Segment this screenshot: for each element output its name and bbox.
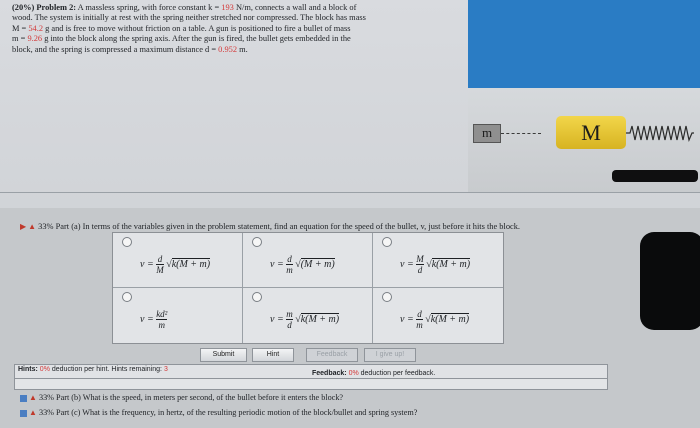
submit-button[interactable]: Submit [200, 348, 247, 362]
equation-lhs: v = [140, 313, 157, 325]
equation-lhs: v = [270, 313, 287, 325]
equation-radicand: k(M + m) [300, 313, 340, 325]
problem-text: wood. The system is initially at rest with the spring neither stretched nor compressed. The block has mass [12, 13, 366, 23]
part-b-header[interactable] [20, 393, 343, 402]
option-equation [270, 254, 335, 275]
hints-percent: 0% [39, 366, 50, 373]
part-b-question: What is the speed, in meters per second, of the bullet before it enters the block? [82, 393, 344, 402]
equation-lhs: v = [140, 258, 157, 270]
option-radio[interactable] [382, 292, 392, 302]
part-a-header [20, 222, 520, 231]
sqrt-icon: √ [423, 258, 432, 270]
sqrt-icon: √ [292, 258, 301, 270]
problem-text: M = [12, 23, 29, 33]
sqrt-icon: √ [292, 313, 301, 325]
hint-button[interactable]: Hint [252, 348, 294, 362]
equation-numerator: d [417, 309, 422, 319]
equation-lhs: v = [270, 258, 287, 270]
bullet-path [501, 133, 541, 134]
equation-numerator: d [157, 254, 163, 264]
equation-denominator: m [158, 320, 166, 330]
equation-denominator: m [286, 265, 293, 275]
part-a-label: Part (a) [55, 222, 81, 231]
problem-text: m. [237, 44, 248, 54]
feedback-button[interactable]: Feedback [306, 348, 358, 362]
equation-denominator: M [156, 265, 164, 275]
spring-icon [626, 123, 694, 143]
problem-title: (20%) Problem 2: [12, 3, 77, 12]
problem-text: A massless spring, with force constant k = [76, 3, 222, 12]
equation-denominator: d [287, 320, 292, 330]
sqrt-icon: √ [422, 313, 431, 325]
part-c-label: Part (c) [56, 408, 81, 417]
equation-lhs: v = [400, 258, 417, 270]
wood-block: M [556, 116, 626, 149]
problem-text: N/m, connects a wall and a block of [233, 3, 357, 12]
equation-radicand: k(M + m) [430, 313, 470, 325]
bullet-block: m [473, 124, 501, 143]
hints-remaining[interactable]: 3 [163, 366, 168, 373]
equation-denominator: m [416, 320, 423, 330]
option-radio[interactable] [252, 292, 262, 302]
problem-figure [468, 0, 700, 192]
part-b-label: Part (b) [56, 393, 81, 402]
feedback-percent: 0% [348, 370, 359, 377]
part-b-percent: 33% [38, 393, 54, 402]
equation-numerator: kd² [156, 309, 168, 319]
feedback-description: deduction per feedback. [358, 370, 436, 377]
wall [612, 170, 698, 182]
part-a-question: In terms of the variables given in the problem statement, find an equation for the speed of the bullet, v, just before it hits the block. [82, 222, 521, 231]
equation-numerator: d [287, 254, 292, 264]
feedback-box [14, 378, 608, 390]
feedback-label: Feedback: [312, 370, 347, 377]
part-a-percent: 33% [38, 222, 54, 231]
divider [0, 192, 700, 193]
part-icon [20, 395, 27, 402]
equation-radicand: (M + m) [300, 258, 335, 270]
give-up-button[interactable]: I give up! [364, 348, 416, 362]
hints-text [18, 366, 168, 373]
d-value: 0.952 [218, 44, 237, 54]
problem-text: g into the block along the spring axis. After the gun is fired, the bullet gets embedded in the [42, 34, 351, 44]
k-value: 193 [221, 3, 234, 12]
part-icon [20, 410, 27, 417]
option-cell[interactable] [113, 288, 243, 343]
option-equation [140, 309, 167, 330]
part-c-percent: 33% [38, 408, 54, 417]
problem-statement [12, 3, 460, 55]
option-radio[interactable] [252, 237, 262, 247]
option-radio[interactable] [122, 292, 132, 302]
part-c-header[interactable] [20, 408, 417, 417]
option-equation [400, 254, 470, 275]
option-equation [140, 254, 210, 275]
warning-icon: ▲ [29, 393, 37, 402]
equation-numerator: m [286, 309, 293, 319]
problem-text: g and is free to move without friction on a table. A gun is positioned to fire a bullet of mass [43, 23, 351, 33]
hints-label: Hints: [18, 366, 38, 373]
part-c-question: What is the frequency, in hertz, of the resulting periodic motion of the block/bullet and spring system? [82, 408, 418, 417]
option-equation [270, 309, 339, 330]
feedback-text [312, 370, 435, 377]
option-radio[interactable] [382, 237, 392, 247]
equation-denominator: d [417, 265, 423, 275]
warning-icon: ▲ [29, 408, 37, 417]
m-value: 9.26 [27, 34, 43, 44]
warning-icon: ▶ ▲ [20, 222, 37, 231]
problem-text: m = [12, 34, 28, 44]
hints-description: deduction per hint. Hints remaining: [49, 366, 164, 373]
equation-lhs: v = [400, 313, 417, 325]
equation-numerator: M [416, 254, 424, 264]
option-radio[interactable] [122, 237, 132, 247]
problem-text: block, and the spring is compressed a maximum distance d = [12, 44, 219, 54]
equation-radicand: k(M + m) [431, 258, 471, 270]
sqrt-icon: √ [163, 258, 172, 270]
option-equation [400, 309, 469, 330]
M-value: 54.2 [28, 23, 44, 33]
equation-radicand: k(M + m) [171, 258, 211, 270]
finger-occlusion [640, 232, 700, 330]
